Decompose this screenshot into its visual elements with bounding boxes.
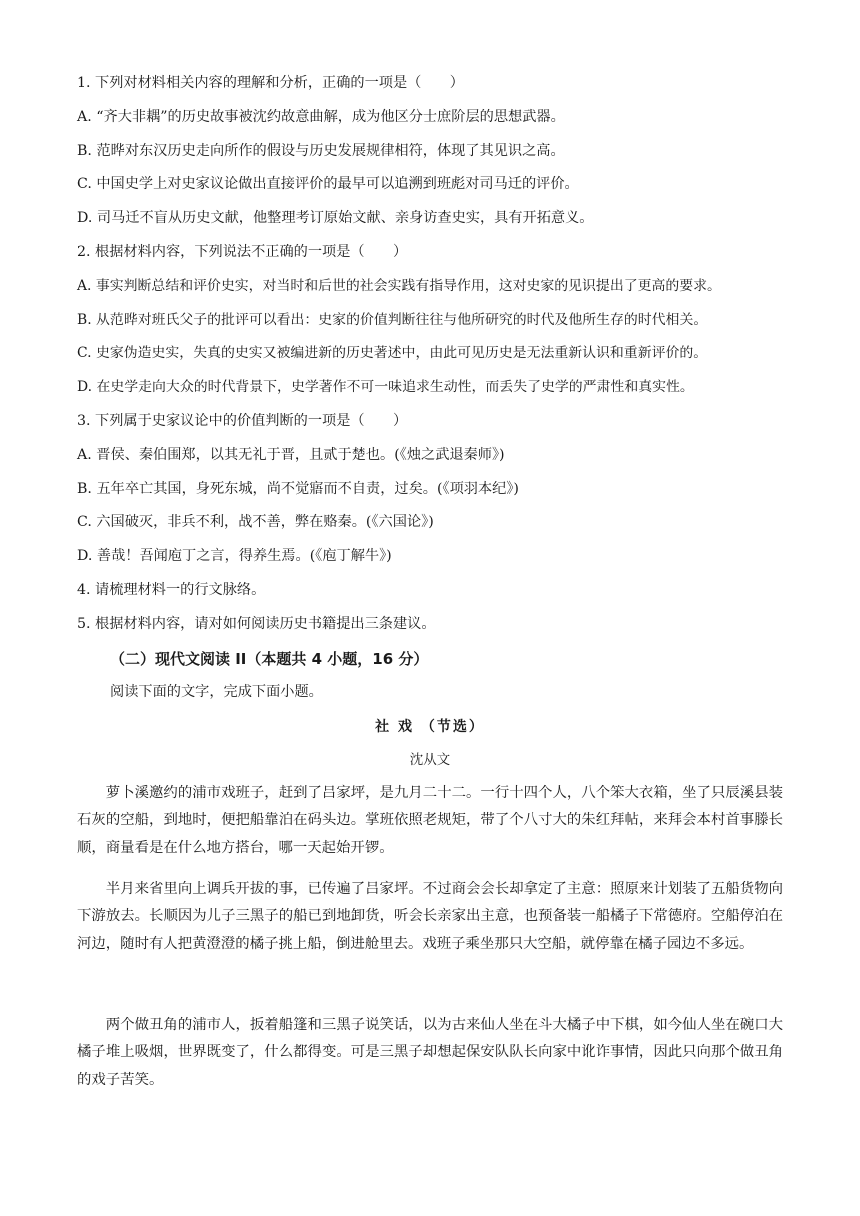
question-1-stem: 1. 下列对材料相关内容的理解和分析，正确的一项是（ ） (77, 75, 464, 91)
question-2-option-c: C. 史家伪造史实，失真的史实又被编进新的历史著述中，由此可见历史是无法重新认识和重新评价的。 (77, 345, 708, 361)
question-3-stem: 3. 下列属于史家议论中的价值判断的一项是（ ） (77, 413, 408, 429)
article-title: 社 戏 （节选） (375, 719, 485, 735)
section-title: （二）现代文阅读 II（本题共 4 小题，16 分） (110, 650, 429, 668)
question-2-option-b: B. 从范晔对班氏父子的批评可以看出：史家的价值判断往往与他所研究的时代及他所生存的时代相关。 (77, 312, 708, 328)
question-2-option-d: D. 在史学走向大众的时代背景下，史学著作不可一味追求生动性，而丢失了史学的严肃性和真实性。 (77, 379, 694, 395)
question-3-option-b: B. 五年卒亡其国，身死东城，尚不觉寤而不自责，过矣。(《项羽本纪》) (77, 481, 519, 497)
article-author: 沈从文 (409, 752, 451, 768)
question-4: 4. 请梳理材料一的行文脉络。 (77, 582, 266, 598)
article-paragraph: 半月来省里向上调兵开拔的事，已传遍了吕家坪。不过商会会长却拿定了主意：照原来计划装了五船货物向下游放去。长顺因为儿子三黑子的船已到地卸货，听会长亲家出主意，也预备装一船橘子下常德府。空船停泊在河边，随时有人把黄澄澄的橘子挑上船，倒进舱里去。戏班子乘坐那只大空船，就停靠在橘子园边不多远。 (77, 881, 783, 952)
question-3-option-c: C. 六国破灭，非兵不利，战不善，弊在赂秦。(《六国论》) (77, 514, 434, 530)
question-1-option-a: A. “齐大非耦”的历史故事被沈约故意曲解，成为他区分士庶阶层的思想武器。 (77, 109, 565, 125)
reading-instruction: 阅读下面的文字，完成下面小题。 (110, 684, 323, 700)
article-paragraph: 萝卜溪邀约的浦市戏班子，赶到了吕家坪，是九月二十二。一行十四个人，八个笨大衣箱，坐了只辰溪县装石灰的空船，到地时，便把船靠泊在码头边。掌班依照老规矩，带了个八寸大的朱红拜帖，来拜会本村首事滕长顺，商量看是在什么地方搭台，哪一天起始开锣。 (77, 785, 783, 856)
question-2-stem: 2. 根据材料内容，下列说法不正确的一项是（ ） (77, 244, 408, 260)
question-2-option-a: A. 事实判断总结和评价史实，对当时和后世的社会实践有指导作用，这对史家的见识提出了更高的要求。 (77, 278, 721, 294)
question-1-option-c: C. 中国史学上对史家议论做出直接评价的最早可以追溯到班彪对司马迁的评价。 (77, 176, 579, 192)
article-paragraph: 两个做丑角的浦市人，扳着船篷和三黑子说笑话，以为古来仙人坐在斗大橘子中下棋，如今仙人坐在碗口大橘子堆上吸烟，世界既变了，什么都得变。可是三黑子却想起保安队队长向家中讹诈事情，因此只向那个做丑角的戏子苦笑。 (77, 1017, 783, 1088)
question-5: 5. 根据材料内容，请对如何阅读历史书籍提出三条建议。 (77, 616, 436, 632)
question-1-option-b: B. 范晔对东汉历史走向所作的假设与历史发展规律相符，体现了其见识之高。 (77, 143, 565, 159)
question-1-option-d: D. 司马迁不盲从历史文献，他整理考订原始文献、亲身访查史实，具有开拓意义。 (77, 210, 594, 226)
question-3-option-d: D. 善哉！吾闻庖丁之言，得养生焉。(《庖丁解牛》) (77, 548, 392, 564)
question-3-option-a: A. 晋侯、秦伯围郑，以其无礼于晋，且贰于楚也。(《烛之武退秦师》) (77, 447, 505, 463)
